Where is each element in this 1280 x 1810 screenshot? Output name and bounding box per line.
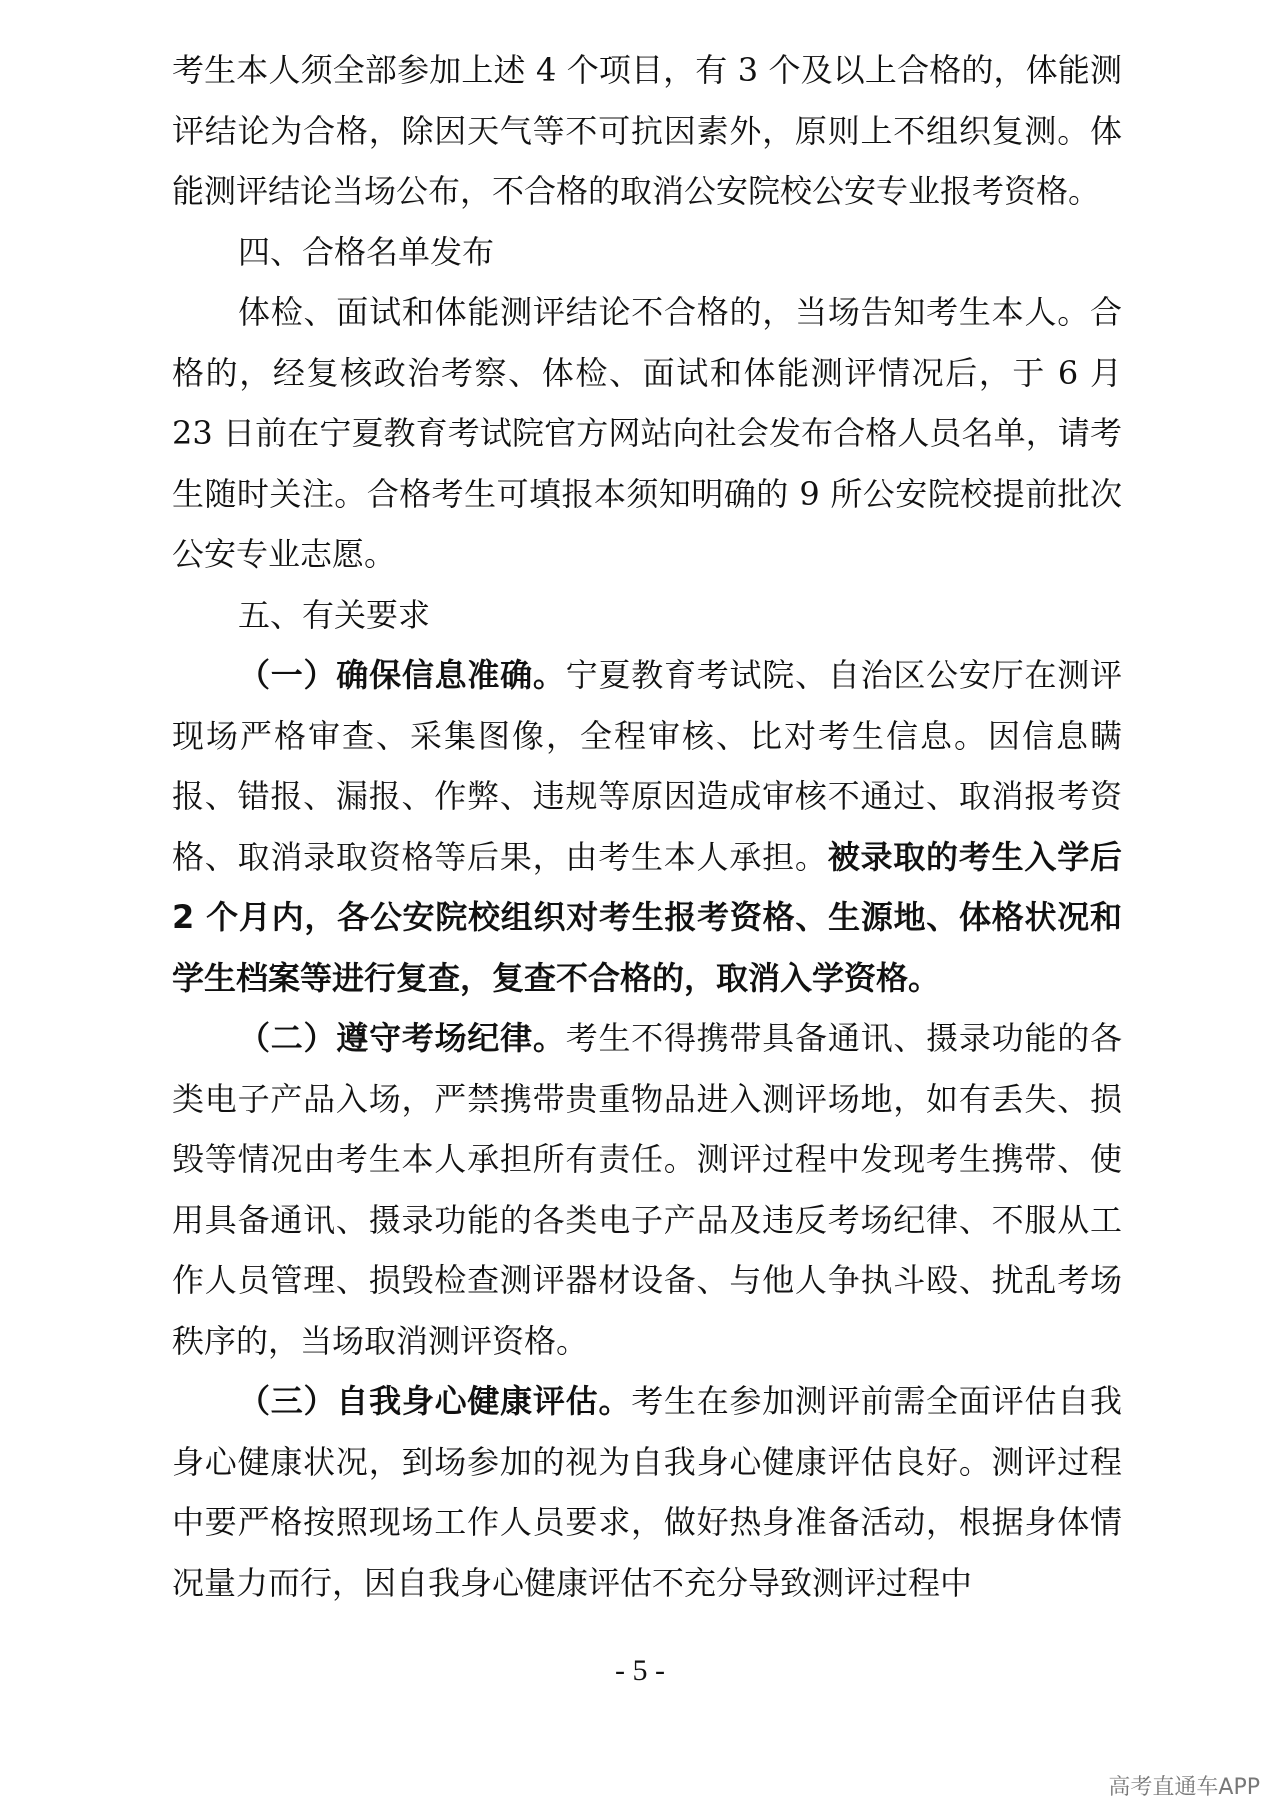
paragraph-qualified-list: 体检、面试和体能测评结论不合格的，当场告知考生本人。合格的，经复核政治考察、体检、面试和体能测评情况后，于 6 月 23 日前在宁夏教育考试院官方网站向社会发布合格人员名单，请考生随时关注。合格考生可填报本须知明确的 9 所公安院校提前批次公安专业志愿。	[172, 293, 1122, 573]
subsection-text-1: 宁夏教育考试院、自治区公安厅在测评现场严格审查、采集图像，全程审核、比对考生信息。因信息瞒报、错报、漏报、作弊、违规等原因造成审核不通过、取消报考资格、取消录取资格等后果，由考生本人承担。	[172, 656, 1122, 876]
paragraph-info-accuracy	[172, 645, 1122, 1008]
subsection-title-3: （三）自我身心健康评估。	[238, 1382, 632, 1420]
paragraph-exam-discipline	[172, 1008, 1122, 1371]
document-body	[172, 40, 1122, 1613]
subsection-title-2: （二）遵守考场纪律。	[238, 1019, 566, 1057]
paragraph-physical-test-conclusion: 考生本人须全部参加上述 4 个项目，有 3 个及以上合格的，体能测评结论为合格，除因天气等不可抗因素外，原则上不组织复测。体能测评结论当场公布，不合格的取消公安院校公安专业报考资格。	[172, 51, 1122, 210]
subsection-bold-text-1: 被录取的考生入学后 2 个月内，各公安院校组织对考生报考资格、生源地、体格状况和学生档案等进行复查，复查不合格的，取消入学资格。	[172, 837, 1122, 997]
subsection-text-2: 考生不得携带具备通讯、摄录功能的各类电子产品入场，严禁携带贵重物品进入测评场地，如有丢失、损毁等情况由考生本人承担所有责任。测评过程中发现考生携带、使用具备通讯、摄录功能的各类电子产品及违反考场纪律、不服从工作人员管理、损毁检查测评器材设备、与他人争执斗殴、扰乱考场秩序的，当场取消测评资格。	[172, 1019, 1122, 1360]
section-heading-4: 四、合格名单发布	[238, 232, 495, 271]
paragraph-health-assessment	[172, 1371, 1122, 1613]
section-heading-5: 五、有关要求	[238, 595, 431, 634]
watermark-text: 高考直通车APP	[1108, 1775, 1260, 1800]
subsection-title-1: （一）确保信息准确。	[238, 656, 566, 694]
subsection-text-3: 考生在参加测评前需全面评估自我身心健康状况，到场参加的视为自我身心健康评估良好。测评过程中要严格按照现场工作人员要求，做好热身准备活动，根据身体情况量力而行，因自我身心健康评估不充分导致测评过程中	[172, 1382, 1122, 1602]
page-number: - 5 -	[615, 1654, 665, 1687]
